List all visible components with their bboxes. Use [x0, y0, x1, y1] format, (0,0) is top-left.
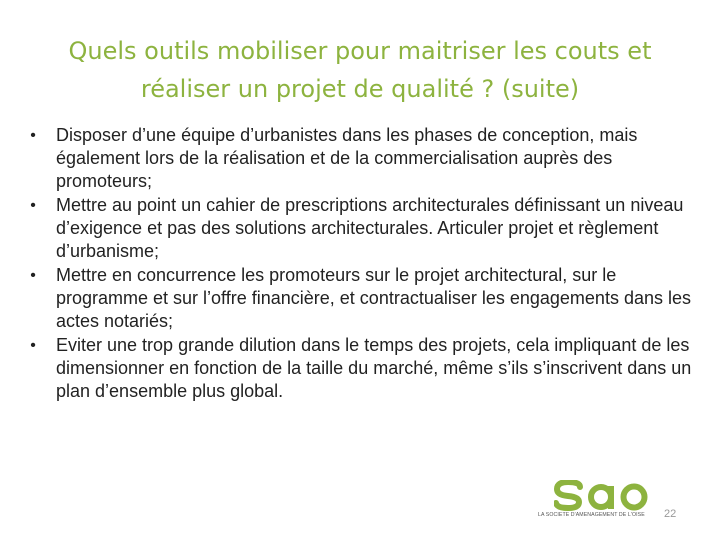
- bullet-marker: •: [30, 267, 36, 284]
- bullet-item: [26, 124, 706, 193]
- bullet-item: [26, 194, 706, 263]
- bullet-item: [26, 334, 706, 403]
- page-number: 22: [664, 508, 677, 520]
- bullet-text: Mettre au point un cahier de prescriptions architecturales définissant un niveau d’exigence et pas des solutions architecturales. Articuler projet et règlement d’urbanisme;: [56, 195, 684, 261]
- bullet-text: Disposer d’une équipe d’urbanistes dans les phases de conception, mais également lors de la réalisation et de la commercialisation auprès des promoteurs;: [56, 125, 638, 191]
- bullet-list: [26, 124, 706, 404]
- bullet-item: [26, 264, 706, 333]
- bullet-marker: •: [30, 197, 36, 214]
- bullet-marker: •: [30, 127, 36, 144]
- slide-title: Quels outils mobiliser pour maitriser les couts et réaliser un projet de qualité ? (suite): [68, 37, 652, 103]
- logo-tagline: LA SOCIETE D'AMENAGEMENT DE L'OISE: [538, 512, 645, 518]
- bullet-text: Eviter une trop grande dilution dans le temps des projets, cela impliquant de les dimensionner en fonction de la taille du marché, même s’ils s’inscrivent dans un plan d’ensemble plus global.: [56, 335, 692, 401]
- sao-logo: [538, 478, 663, 522]
- sao-logo-icon: [554, 478, 650, 512]
- bullet-text: Mettre en concurrence les promoteurs sur le projet architectural, sur le programme et sur l’offre financière, et contractualiser les engagements dans les actes notariés;: [56, 265, 691, 331]
- bullet-marker: •: [30, 337, 36, 354]
